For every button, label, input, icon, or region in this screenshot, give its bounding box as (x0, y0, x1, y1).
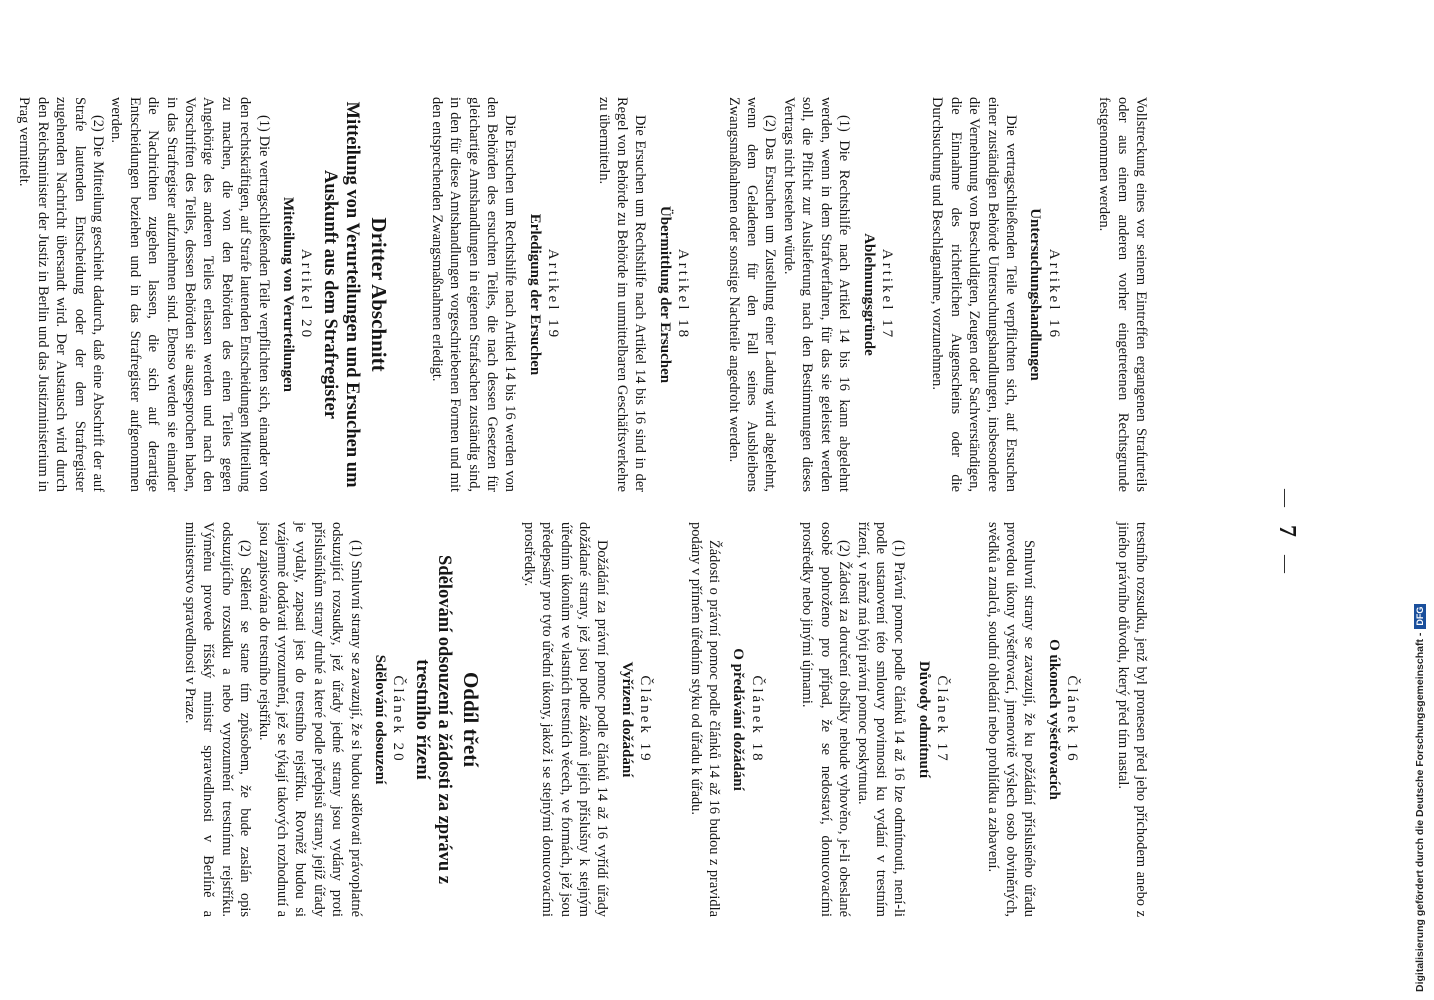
cs-section-title: Sdělování odsouzení a žádosti za zprávu z trestního řízení (412, 555, 455, 884)
de-section-title: Mitteilung von Verurteilungen und Ersuchen um Auskunft aus dem Strafregister (320, 101, 363, 488)
digitization-note (1414, 2, 1426, 992)
de-article-18-p1: Die Ersuchen um Rechtshilfe nach Artikel 14 bis 16 sind in der Regel von Behörde zu Behörde im unmittelbaren Geschäftsverkehre zu übermitteln. (595, 97, 649, 492)
de-article-18-heading: Übermittlung der Ersuchen (656, 205, 673, 384)
cs-article-20-heading: Sdělování odsouzení (372, 654, 389, 785)
de-article-17-p2: (2) Das Ersuchen um Zustellung einer Ladung wird abgelehnt, wenn dem Geladenen für den Fall seines Ausbleibens Zwangsmaßnahmen oder sonstige Nachteile angedroht werden. (725, 97, 779, 492)
funding-note-text: Digitalisierung gefördert durch die Deutsche Forschungsgemeinschaft - (1414, 632, 1426, 992)
cs-article-18-heading: O předávání dožádání (730, 648, 747, 791)
de-article-18-label: Artikel 18 (675, 248, 692, 341)
page-number: 7 (1274, 525, 1300, 537)
header-dash-right: — (1276, 555, 1296, 573)
cs-article-17-heading: Důvody odmítnutí (915, 660, 932, 779)
cs-article-18-label: Článek 18 (748, 675, 765, 764)
header-dash-left: — (1276, 489, 1296, 507)
cs-article-20-p1: (1) Smluvní strany se zavazují, že si budou sdělovati právoplatné odsuzující rozsudky, jež úřady jedné strany jsou vydány proti příslušníkům strany druhé a které podle předpisů strany, jejíž úřady je vydaly, zapsati jest do trestního rejstříku. Rovněž budou si vzájemně dodávati vyrozumění, jež se týkají takových rozhodnutí a jsou zapisována do trestního rejstříku. (255, 522, 364, 917)
cs-article-19-heading: Vyřízení dožádání (618, 661, 635, 778)
cs-article-19-label: Článek 19 (637, 675, 654, 764)
de-article-16-label: Artikel 16 (1045, 248, 1062, 341)
de-article-16-heading: Untersuchungshandlungen (1027, 208, 1044, 381)
de-article-19-heading: Erledigung der Ersuchen (526, 213, 543, 376)
de-article-17-p1: (1) Die Rechtshilfe nach Artikel 14 bis 16 kann abgelehnt werden, wenn in dem Strafverfahren, für das sie geleistet werden soll, die Pflicht zur Auslieferung nach den Bestimmungen dieses Vertrags nicht bestehen würde. (780, 97, 853, 492)
de-article-20-label: Artikel 20 (298, 248, 315, 341)
de-article-20-p2: (2) Die Mitteilung geschieht dadurch, daß eine Abschrift der auf Strafe lautenden Entscheidung oder der dem Strafregister zugehenden Nachricht übersandt wird. Der Austausch wird durch den Reichsminister der Justiz in Berlin und das Justizministerium in Prag vermittelt. (16, 97, 106, 492)
dfg-logo: DFG (1414, 604, 1426, 629)
de-article-20-heading: Mitteilung von Verurteilungen (280, 196, 296, 392)
de-article-17-label: Artikel 17 (878, 248, 895, 341)
cs-article-20-label: Článek 20 (390, 675, 407, 764)
page-header (1273, 477, 1300, 585)
cs-article-16-label: Článek 16 (1064, 675, 1081, 764)
german-column (15, 97, 1150, 492)
de-article-19-label: Artikel 19 (545, 248, 562, 341)
de-article-19-p1: Die Ersuchen um Rechtshilfe nach Artikel 14 bis 16 werden von den Behörden des ersuchten Teiles, die nach dessen Gesetzen für gleichartige Amtshandlungen in eigenen Strafsachen zuständig sind, in den für diese Amtshandlungen vorgeschriebenen Formen und mit den entsprechenden Zwangsmaßnahmen erledigt. (428, 97, 519, 492)
cs-article-16-p1: Smluvní strany se zavazují, že ku požádání příslušného úřadu provedou úkony vyšetřovací, jmenovitě výslech osob obviněných, svědků a znalců, soudní ohledání nebo prohlídku a zabavení. (984, 522, 1038, 917)
de-article-20-p1: (1) Die vertragschließenden Teile verpflichten sich, einander von den rechtskräftigen, auf Strafe lautenden Entscheidungen Mitteilung zu machen, die von den Behörden des einen Teiles gegen Angehörige des anderen Teiles erlassen werden und nach den Vorschriften des Teiles, dessen Behörden sie ausgesprochen haben, in das Strafregister aufzunehmen sind. Ebenso werden sie einander die Nachrichten zugehen lassen, die sich auf derartige Entscheidungen beziehen und in das Strafregister aufgenommen werden. (108, 97, 272, 492)
de-intro: Vollstreckung eines vor seinem Eintreffen ergangenen Strafurteils oder aus einem anderen vorher eingetretenen Rechtsgrunde festgenommen werden. (1096, 97, 1149, 492)
scanned-page (16, 97, 1300, 917)
de-article-17-heading: Ablehnungsgründe (860, 233, 877, 356)
cs-article-17-label: Článek 17 (934, 675, 951, 764)
czech-column (181, 522, 1150, 917)
de-section-heading: Dritter Abschnitt (367, 217, 392, 372)
cs-article-17-p1: (1) Právní pomoc podle článků 14 až 16 lze odmítnouti, není-li podle ustanovení této smlouvy povinnosti ku vydání v trestním řízení, v němž má býti právní pomoc poskytnuta. (854, 522, 908, 917)
cs-section-heading: Oddíl třetí (459, 671, 484, 768)
cs-article-16-heading: O úkonech vyšetřovacích (1045, 639, 1062, 800)
de-article-16-p1: Die vertragschließenden Teile verpflichten sich, auf Ersuchen einer zuständigen Behörde Untersuchungshandlungen, insbesondere die Vernehmung von Beschuldigten, Zeugen oder Sachverständigen, die Einnahme des richterlichen Augenscheins oder die Durchsuchung und Beschlagnahme, vorzunehmen. (929, 97, 1019, 492)
cs-article-20-p2: (2) Sdělení se stane tím způsobem, že bude zaslán opis odsuzujícího rozsudku a nebo vyrozumění trestnímu rejstříku. Výměnu provede říšský ministr spravedlnosti v Berlíně a ministerstvo spravedlnosti v Praze. (181, 522, 254, 917)
cs-article-18-p1: Žádosti o právní pomoc podle článků 14 až 16 budou z pravidla podány v přímém úředním styku od úřadu k úřadu. (687, 522, 723, 917)
cs-intro: trestního rozsudku, jenž byl pronesen před jeho příchodem anebo z jiného právního důvodu, který před tím nastal. (1114, 522, 1149, 917)
cs-article-17-p2: (2) Žádosti za doručení obsílky nebude vyhověno, je-li obeslané osobě pohroženo pro případ, že se nedostaví, donucovacími prostředky nebo jinými újmami. (799, 522, 853, 917)
cs-article-19-p1: Dožádání za právní pomoc podle článků 14 až 16 vyřídí úřady dožádané strany, jež jsou podle zákonů jejích příslušny k stejným úředním úkonům ve vlastních trestních věcech, ve formách, jež jsou předepsány pro tyto úřední úkony, jakož i se stejnými donucovacími prostředky. (520, 522, 611, 917)
